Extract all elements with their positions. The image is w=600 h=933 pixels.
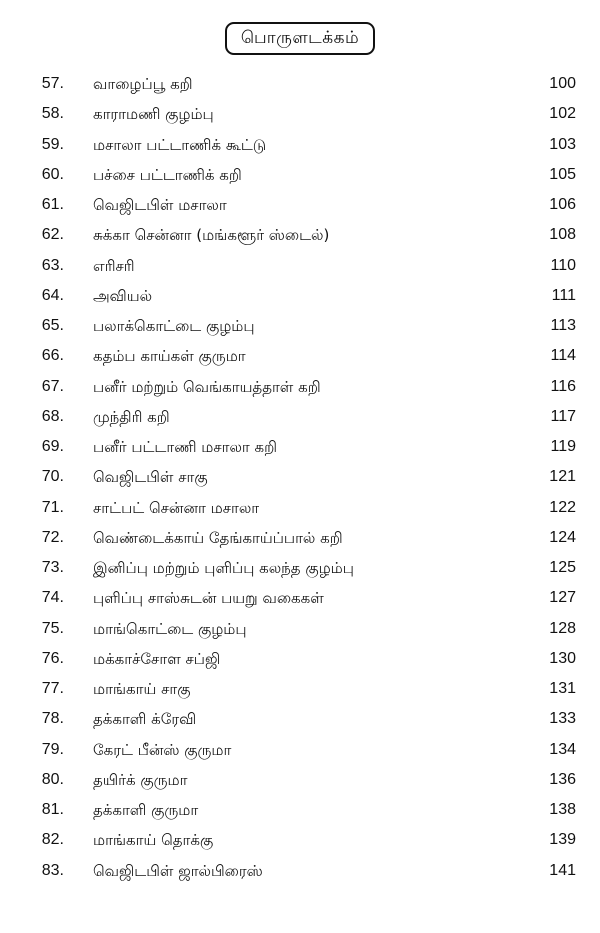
toc-entry xyxy=(0,584,600,614)
entry-number: 71. xyxy=(41,498,64,516)
entry-title: எரிசரி xyxy=(93,256,135,275)
entry-page-number: 100 xyxy=(549,75,576,92)
entry-page-number: 121 xyxy=(549,468,576,486)
entry-number: 64. xyxy=(41,286,64,304)
entry-page-number: 134 xyxy=(549,740,576,758)
entry-page-number: 111 xyxy=(551,286,576,304)
entry-title: இனிப்பு மற்றும் புளிப்பு கலந்த குழம்பு xyxy=(93,559,354,577)
entry-number: 73. xyxy=(41,559,64,576)
entry-page-number: 105 xyxy=(549,165,576,183)
entry-number: 69. xyxy=(41,438,64,455)
entry-title: கதம்ப காய்கள் குருமா xyxy=(93,347,246,366)
toc-entry xyxy=(0,221,600,251)
entry-title: வெஜிடபிள் மசாலா xyxy=(93,196,227,214)
contents-heading: பொருளடக்கம் xyxy=(225,22,375,55)
toc-entry xyxy=(0,433,600,463)
toc-entry xyxy=(0,282,600,312)
toc-entry xyxy=(0,675,600,705)
entry-page-number: 113 xyxy=(550,317,576,334)
entry-number: 76. xyxy=(41,649,64,667)
toc-entry xyxy=(0,463,600,493)
entry-page-number: 136 xyxy=(549,770,576,788)
entry-number: 72. xyxy=(41,528,64,546)
entry-title: சுக்கா சென்னா (மங்களூர் ஸ்டைல்) xyxy=(93,226,330,245)
toc-entry xyxy=(0,554,600,584)
entry-page-number: 119 xyxy=(550,438,576,455)
toc-entry xyxy=(0,373,600,403)
toc-entry xyxy=(0,100,600,130)
entry-page-number: 103 xyxy=(549,135,576,153)
entry-title: வெஜிடபிள் ஜால்பிரைஸ் xyxy=(93,861,263,880)
entry-page-number: 117 xyxy=(550,407,576,425)
entry-title: பலாக்கொட்டை குழம்பு xyxy=(93,317,255,335)
entry-page-number: 116 xyxy=(550,377,576,395)
toc-entry xyxy=(0,736,600,766)
entry-number: 61. xyxy=(41,196,64,213)
entry-title: பனீர் பட்டாணி மசாலா கறி xyxy=(93,438,278,456)
entry-title: வாழைப்பூ கறி xyxy=(93,75,193,93)
entry-page-number: 102 xyxy=(549,105,576,123)
entry-page-number: 124 xyxy=(549,528,576,546)
entry-page-number: 108 xyxy=(549,226,576,244)
entry-title: தக்காளி குருமா xyxy=(93,801,199,819)
entry-title: மாங்காய் சாகு xyxy=(93,680,191,698)
entry-number: 81. xyxy=(41,801,64,818)
entry-title: மக்காச்சோள சப்ஜி xyxy=(93,649,221,668)
heading-wrap xyxy=(0,22,600,55)
entry-page-number: 125 xyxy=(549,559,576,576)
entry-page-number: 139 xyxy=(549,831,576,849)
toc-entry xyxy=(0,403,600,433)
toc-entry xyxy=(0,615,600,645)
entry-title: தக்காளி க்ரேவி xyxy=(93,710,197,729)
entry-page-number: 130 xyxy=(549,649,576,667)
entry-page-number: 106 xyxy=(549,196,576,213)
entry-title: மாங்கொட்டை குழம்பு xyxy=(93,619,247,638)
toc-entry xyxy=(0,70,600,100)
entry-number: 74. xyxy=(41,589,64,607)
entry-number: 78. xyxy=(41,710,64,728)
entry-number: 58. xyxy=(41,105,64,123)
entry-title: வெஜிடபிள் சாகு xyxy=(93,468,208,487)
toc-entry xyxy=(0,131,600,161)
entry-title: காராமணி குழம்பு xyxy=(93,105,214,124)
entry-number: 62. xyxy=(41,226,64,244)
entry-number: 67. xyxy=(41,377,64,395)
entry-page-number: 141 xyxy=(549,861,576,879)
entry-number: 70. xyxy=(41,468,64,486)
entry-title: முந்திரி கறி xyxy=(93,407,170,426)
entry-title: மாங்காய் தொக்கு xyxy=(93,831,214,850)
toc-entry xyxy=(0,524,600,554)
entry-number: 59. xyxy=(41,135,64,153)
entry-page-number: 138 xyxy=(549,801,576,818)
entry-number: 60. xyxy=(41,165,64,183)
toc-entry xyxy=(0,161,600,191)
toc-entry xyxy=(0,494,600,524)
entry-title: புளிப்பு சாஸ்சுடன் பயறு வகைகள் xyxy=(93,589,324,608)
entry-title: அவியல் xyxy=(93,286,153,305)
entry-number: 65. xyxy=(41,317,64,334)
entry-number: 63. xyxy=(41,256,64,274)
toc-entry xyxy=(0,796,600,826)
entry-title: மசாலா பட்டாணிக் கூட்டு xyxy=(93,135,267,154)
entry-page-number: 114 xyxy=(550,347,576,365)
entry-number: 80. xyxy=(41,770,64,788)
entry-title: கேரட் பீன்ஸ் குருமா xyxy=(93,740,232,759)
entry-title: தயிர்க் குருமா xyxy=(93,770,188,789)
toc-entry xyxy=(0,645,600,675)
entry-title: வெண்டைக்காய் தேங்காய்ப்பால் கறி xyxy=(93,528,343,547)
entry-number: 68. xyxy=(41,407,64,425)
entry-page-number: 110 xyxy=(550,256,576,274)
toc-entry xyxy=(0,826,600,856)
entry-number: 75. xyxy=(41,619,64,637)
toc-entry xyxy=(0,312,600,342)
entry-number: 77. xyxy=(41,680,64,697)
entry-page-number: 131 xyxy=(549,680,576,697)
entry-page-number: 133 xyxy=(549,710,576,728)
entry-title: பனீர் மற்றும் வெங்காயத்தாள் கறி xyxy=(93,377,321,396)
toc-entry xyxy=(0,766,600,796)
toc-entry xyxy=(0,252,600,282)
entry-title: பச்சை பட்டாணிக் கறி xyxy=(93,165,242,184)
toc-entry xyxy=(0,705,600,735)
entry-page-number: 122 xyxy=(549,498,576,516)
entry-number: 57. xyxy=(41,75,64,92)
toc-entry xyxy=(0,342,600,372)
toc-entry xyxy=(0,191,600,221)
entry-page-number: 128 xyxy=(549,619,576,637)
entry-page-number: 127 xyxy=(549,589,576,607)
entry-number: 83. xyxy=(41,861,64,879)
entry-number: 66. xyxy=(41,347,64,365)
toc-entry xyxy=(0,857,600,887)
table-of-contents xyxy=(0,70,600,887)
entry-number: 79. xyxy=(41,740,64,758)
entry-title: சாட்பட் சென்னா மசாலா xyxy=(93,498,260,517)
entry-number: 82. xyxy=(41,831,64,849)
